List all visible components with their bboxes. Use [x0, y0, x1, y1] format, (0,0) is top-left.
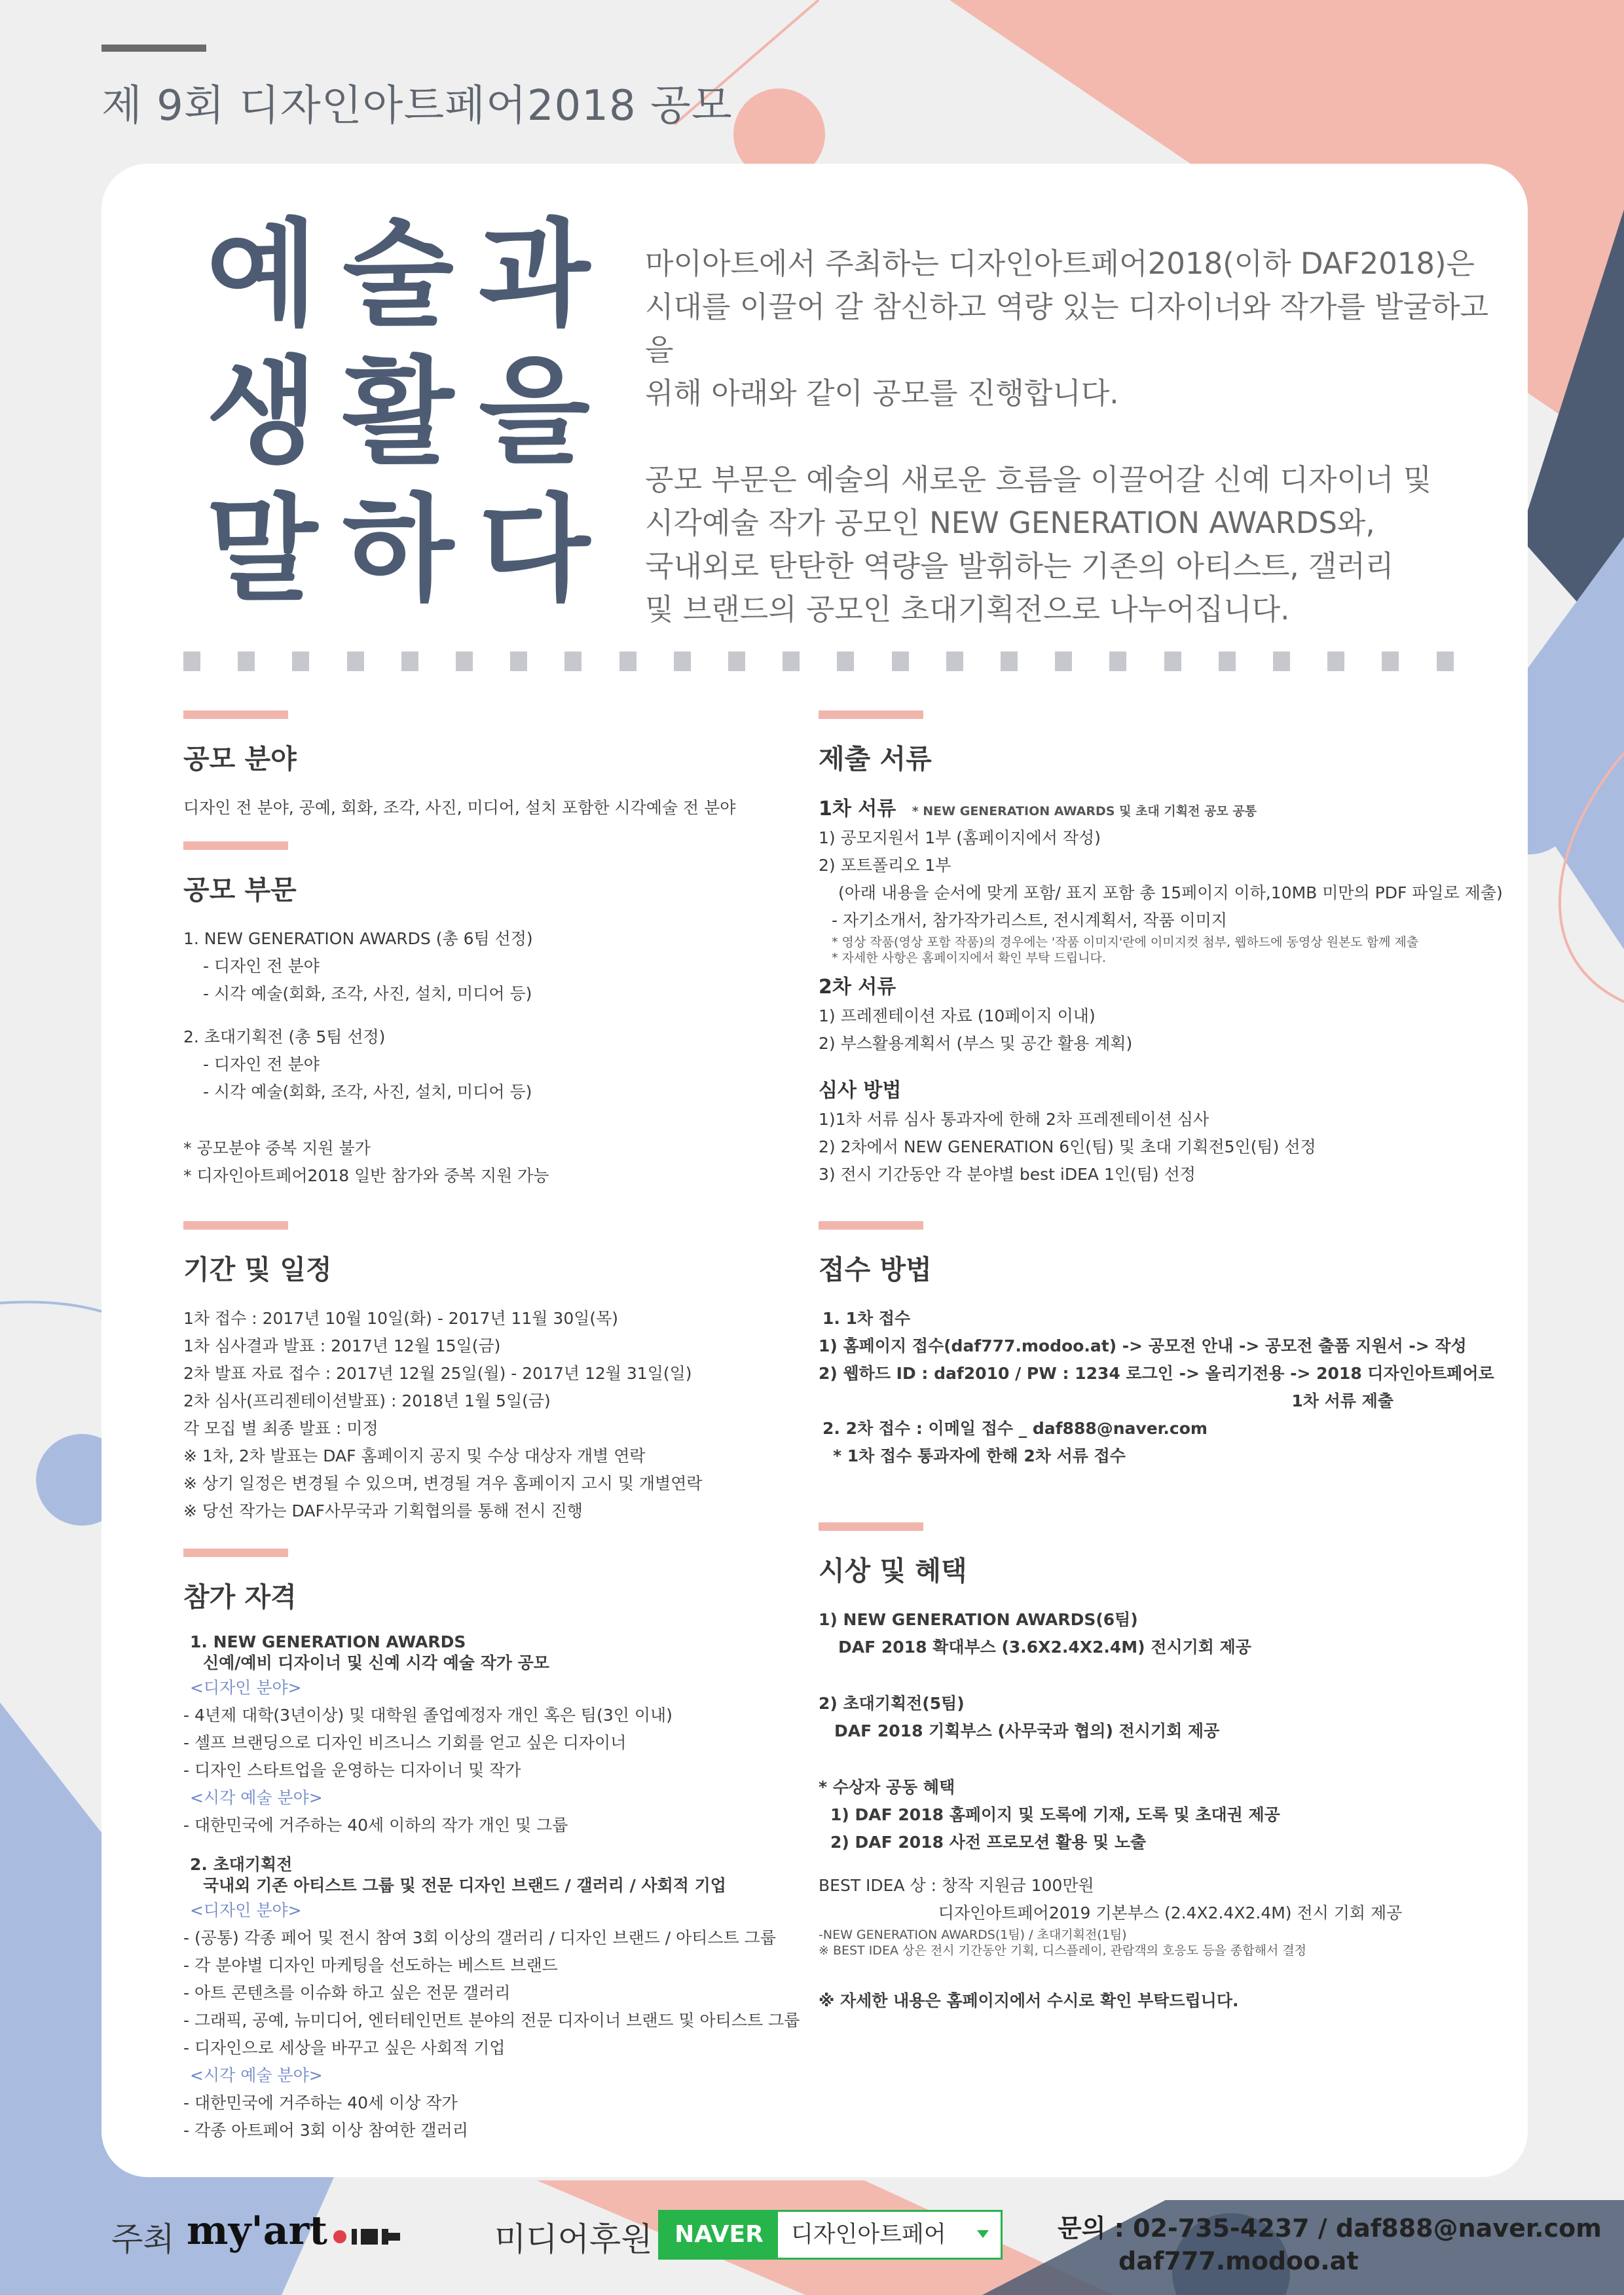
- section-title: 제출 서류: [819, 743, 932, 775]
- poster-title: 제 9회 디자인아트페어2018 공모: [101, 82, 733, 130]
- text-line: 2차 심사(프리젠테이션발표) : 2018년 1월 5일(금): [183, 1391, 551, 1410]
- text-line: 2. 초대기획전 (총 5팀 선정): [183, 1027, 386, 1046]
- text-line: - 대한민국에 거주하는 40세 이하의 작가 개인 및 그룹: [183, 1816, 568, 1835]
- text-line: 1) NEW GENERATION AWARDS(6팀): [819, 1610, 1138, 1629]
- text-line: <시각 예술 분야>: [190, 2066, 323, 2085]
- dropdown-arrow-icon[interactable]: [977, 2230, 989, 2238]
- text-line: - 자기소개서, 참가작가리스트, 전시계획서, 작품 이미지: [832, 911, 1227, 930]
- text-line: * 자세한 사항은 홈페이지에서 확인 부탁 드립니다.: [832, 951, 1106, 965]
- section-eligibility: [183, 1549, 838, 2144]
- text-line: 마이아트에서 주최하는 디자인아트페어2018(이하 DAF2018)은: [645, 246, 1475, 281]
- text-line: DAF 2018 확대부스 (3.6X2.4X2.4M) 전시기회 제공: [838, 1638, 1251, 1657]
- text-line: 2차 발표 자료 접수 : 2017년 12월 25일(월) - 2017년 12월 31일(일): [183, 1364, 692, 1383]
- text-line: 2) 포트폴리오 1부: [819, 856, 951, 875]
- contact-info: [1058, 2212, 1602, 2277]
- text-line: - 각 분야별 디자인 마케팅을 선도하는 베스트 브랜드: [183, 1956, 558, 1975]
- text-line: * 1차 접수 통과자에 한해 2차 서류 접수: [833, 1446, 1126, 1465]
- text-line: 및 브랜드의 공모인 초대기획전으로 나누어집니다.: [645, 592, 1290, 627]
- text-line: - 디자인으로 세상을 바꾸고 싶은 사회적 기업: [183, 2038, 506, 2057]
- text-line: - 4년제 대학(3년이상) 및 대학원 졸업예정자 개인 혹은 팀(3인 이내): [183, 1706, 673, 1725]
- text-line: 시대를 이끌어 갈 참신하고 역량 있는 디자이너와 작가를 발굴하고을: [645, 289, 1489, 367]
- section-title: 공모 부문: [183, 874, 297, 906]
- text-line: ※ 상기 일정은 변경될 수 있으며, 변경될 겨우 홈페이지 고시 및 개별연락: [183, 1474, 703, 1493]
- headline: [206, 206, 616, 619]
- section-schedule: [183, 1221, 838, 1525]
- text-line: 2) 2차에서 NEW GENERATION 6인(팀) 및 초대 기획전5인(팀) 선정: [819, 1137, 1316, 1156]
- headline-line: 예술과: [206, 208, 616, 342]
- text-line: - 아트 콘텐츠를 이슈화 하고 싶은 전문 갤러리: [183, 1983, 511, 2002]
- section-documents: [819, 710, 1506, 1188]
- contact-line: 문의 : 02-735-4237 / daf888@naver.com: [1058, 2214, 1602, 2243]
- text-line: 1. 1차 접수: [822, 1309, 911, 1328]
- text-line: 2) DAF 2018 사전 프로모션 활용 및 노출: [830, 1833, 1147, 1852]
- text-line: 1) 공모지원서 1부 (홈페이지에서 작성): [819, 828, 1101, 847]
- text-line: ※ BEST IDEA 상은 전시 기간동안 기획, 디스플레이, 관람객의 호응도 등을 종합해서 결정: [819, 1943, 1307, 1958]
- text-line: BEST IDEA 상 : 창작 지원금 100만원: [819, 1876, 1094, 1895]
- section-title: 공모 분야: [183, 743, 297, 775]
- headline-line: 생활을: [206, 345, 616, 479]
- section-title: 참가 자격: [183, 1581, 297, 1613]
- text-line: <시각 예술 분야>: [190, 1788, 323, 1807]
- text-line: - 디자인 전 분야: [203, 1055, 320, 1074]
- contact-website[interactable]: daf777.modoo.at: [1118, 2247, 1359, 2275]
- text-line: 1)1차 서류 심사 통과자에 한해 2차 프레젠테이션 심사: [819, 1110, 1209, 1129]
- text-line: 3) 전시 기간동안 각 분야별 best iDEA 1인(팀) 선정: [819, 1165, 1196, 1184]
- text-line: ※ 자세한 내용은 홈페이지에서 수시로 확인 부탁드립니다.: [819, 1991, 1239, 2010]
- section-awards: [819, 1522, 1506, 2015]
- section-title: 기간 및 일정: [183, 1254, 332, 1285]
- intro-paragraph: [645, 242, 1496, 415]
- text-line: 2. 2차 접수 : 이메일 접수 _ daf888@naver.com: [822, 1419, 1208, 1438]
- text-line: 디자인아트페어2019 기본부스 (2.4X2.4X2.4M) 전시 기회 제공: [819, 1903, 1403, 1922]
- text-line: 1차 심사결과 발표 : 2017년 12월 15일(금): [183, 1336, 501, 1355]
- text-line: ※ 1차, 2차 발표는 DAF 홈페이지 공지 및 수상 대상자 개별 연락: [183, 1446, 646, 1465]
- header-bar: [101, 45, 206, 52]
- section-category: [183, 841, 838, 1190]
- section-title: 시상 및 혜택: [819, 1555, 967, 1587]
- text-line: ※ 당선 작가는 DAF사무국과 기획협의를 통해 전시 진행: [183, 1501, 583, 1520]
- intro-paragraph: [645, 458, 1496, 631]
- text-line: 국내외 기존 아티스트 그룹 및 전문 디자인 브랜드 / 갤러리 / 사회적 기업: [203, 1876, 726, 1895]
- field-text: 디자인 전 분야, 공예, 회화, 조각, 사진, 미디어, 설치 포함한 시각예술 전 분야: [183, 798, 736, 817]
- text-line: 2. 초대기획전: [190, 1855, 293, 1874]
- text-line: * 공모분야 중복 지원 불가: [183, 1139, 371, 1158]
- text-line: - 시각 예술(회화, 조각, 사진, 설치, 미디어 등): [203, 1082, 532, 1101]
- text-line: * NEW GENERATION AWARDS 및 초대 기획전 공모 공통: [912, 804, 1257, 818]
- naver-search-query[interactable]: 디자인아트페어: [791, 2222, 946, 2248]
- text-line: - 디자인 스타트업을 운영하는 디자이너 및 작가: [183, 1761, 521, 1780]
- naver-search-box[interactable]: [658, 2210, 1003, 2260]
- text-line: 1) 프레젠테이션 자료 (10페이지 이내): [819, 1006, 1096, 1025]
- text-line: 2차 서류: [819, 976, 896, 999]
- text-line: * 영상 작품(영상 포함 작품)의 경우에는 '작품 이미지'란에 이미지컷 첨부, 웹하드에 동영상 원본도 함께 제출: [832, 935, 1419, 949]
- host-label: 주최: [111, 2220, 175, 2258]
- first-docs-label: 1차 서류: [819, 798, 896, 820]
- text-line: 심사 방법: [819, 1079, 902, 1102]
- footer: [0, 2207, 1624, 2295]
- text-line: 1. NEW GENERATION AWARDS: [190, 1632, 466, 1651]
- text-line: - 각종 아트페어 3회 이상 참여한 갤러리: [183, 2121, 468, 2140]
- text-line: 공모 부문은 예술의 새로운 흐름을 이끌어갈 신예 디자이너 및: [645, 462, 1432, 497]
- text-line: 국내외로 탄탄한 역량을 발휘하는 기존의 아티스트, 갤러리: [645, 549, 1394, 583]
- text-line: 위해 아래와 같이 공모를 진행합니다.: [645, 376, 1119, 411]
- text-line: [819, 794, 1506, 824]
- text-line: - 그래픽, 공예, 뉴미디어, 엔터테인먼트 분야의 전문 디자이너 브랜드 및 아티스트 그룹: [183, 2011, 800, 2030]
- text-line: 시각예술 작가 공모인 NEW GENERATION AWARDS와,: [645, 505, 1375, 540]
- text-line: - 셀프 브랜딩으로 디자인 비즈니스 기회를 얻고 싶은 디자이너: [183, 1733, 627, 1752]
- text-line: 1) DAF 2018 홈페이지 및 도록에 기재, 도록 및 초대권 제공: [830, 1805, 1280, 1824]
- text-line: (아래 내용을 순서에 맞게 포함/ 표지 포함 총 15페이지 이하,10MB 미만의 PDF 파일로 제출): [838, 883, 1503, 902]
- text-line: 1. NEW GENERATION AWARDS (총 6팀 선정): [183, 929, 533, 948]
- section-apply: [819, 1221, 1506, 1470]
- text-line: * 디자인아트페어2018 일반 참가와 중복 지원 가능: [183, 1166, 549, 1185]
- text-line: - 디자인 전 분야: [203, 957, 320, 976]
- text-line: 1차 접수 : 2017년 10월 10일(화) - 2017년 11월 30일(목): [183, 1309, 619, 1328]
- text-line: <디자인 분야>: [190, 1678, 302, 1697]
- artcenter-ida-logo: [331, 2218, 416, 2251]
- text-line: - (공통) 각종 페어 및 전시 참여 3회 이상의 갤러리 / 디자인 브랜드 / 아티스트 그룹: [183, 1928, 776, 1947]
- headline-line: 말하다: [206, 483, 616, 617]
- text-line: 2) 웹하드 ID : daf2010 / PW : 1234 로그인 -> 올리기전용 -> 2018 디자인아트페어로: [819, 1364, 1494, 1383]
- section-title: 접수 방법: [819, 1254, 932, 1285]
- text-line: <디자인 분야>: [190, 1901, 302, 1920]
- dashed-divider: [183, 652, 1454, 671]
- section-field: [183, 710, 838, 822]
- intro-text: [645, 242, 1496, 674]
- text-line: 2) 부스활용계획서 (부스 및 공간 활용 계획): [819, 1034, 1133, 1053]
- media-sponsor-label: 미디어후원: [494, 2220, 653, 2258]
- myart-logo: my'art: [187, 2208, 327, 2254]
- text-line: 각 모집 별 최종 발표 : 미정: [183, 1419, 378, 1438]
- text-line: - 대한민국에 거주하는 40세 이상 작가: [183, 2093, 458, 2112]
- text-line: 신예/예비 디자이너 및 신예 시각 예술 작가 공모: [203, 1653, 549, 1672]
- text-line: * 수상자 공동 혜택: [819, 1778, 955, 1797]
- text-line: 1) 홈페이지 접수(daf777.modoo.at) -> 공모전 안내 -> 공모전 출품 지원서 -> 작성: [819, 1336, 1467, 1355]
- text-line: 1차 서류 제출: [819, 1391, 1393, 1410]
- text-line: DAF 2018 기획부스 (사무국과 협의) 전시기회 제공: [834, 1721, 1220, 1740]
- text-line: -NEW GENERATION AWARDS(1팀) / 초대기획전(1팀): [819, 1928, 1127, 1942]
- naver-logo: NAVER: [660, 2212, 778, 2258]
- text-line: 2) 초대기획전(5팀): [819, 1694, 965, 1713]
- text-line: - 시각 예술(회화, 조각, 사진, 설치, 미디어 등): [203, 984, 532, 1003]
